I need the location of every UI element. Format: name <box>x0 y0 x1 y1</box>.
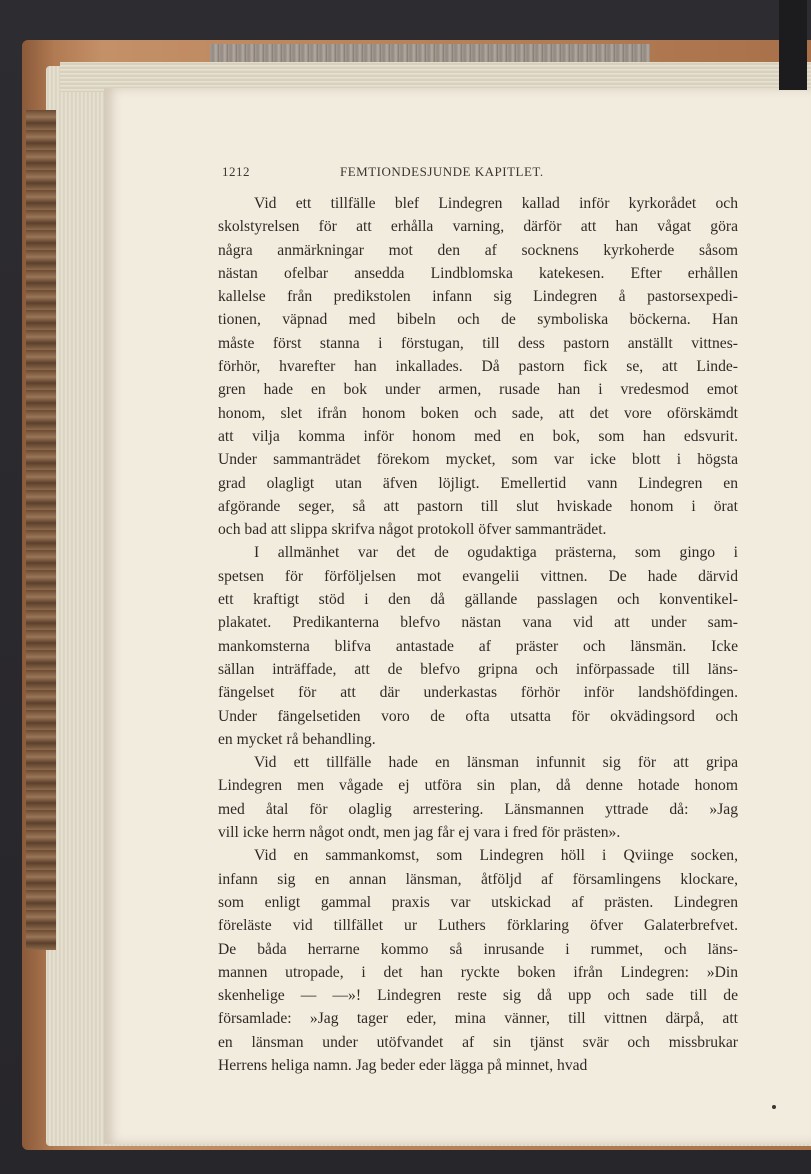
text-line: ett kraftigt stöd i den då gällande passlagen och konventikel- <box>218 591 738 609</box>
text-line: Vid ett tillfälle hade en länsman infunnit sig för att gripa <box>254 754 738 772</box>
paragraph <box>218 751 738 844</box>
text-line: Under fängelsetiden voro de ofta utsatta för okvädingsord och <box>218 707 738 725</box>
book-spine-edge <box>26 110 56 950</box>
text-line: mankomsterna blifva antastade af präster och länsmän. Icke <box>218 637 738 655</box>
text-line: måste först stanna i förstugan, till dess pastorn anställt vittnes- <box>218 334 738 352</box>
text-line: Under sammanträdet förekom mycket, som var icke blott i högsta <box>218 451 738 469</box>
text-line: nästan ofelbar ansedda Lindblomska katekesen. Efter erhållen <box>218 264 738 282</box>
text-line: infann sig en annan länsman, åtföljd af församlingens klockare, <box>218 870 738 888</box>
text-line: kallelse från predikstolen infann sig Lindegren å pastorsexpedi- <box>218 288 738 306</box>
text-line: en mycket rå behandling. <box>218 730 376 748</box>
text-line: förhör, hvarefter han inkallades. Då pastorn fick se, att Linde- <box>218 358 738 376</box>
text-line: och bad att slippa skrifva något protokoll öfver sammanträdet. <box>218 521 607 539</box>
text-line: spetsen för förföljelsen mot evangelii vittnen. De hade därvid <box>218 567 738 585</box>
text-line: föreläste vid tillfället ur Luthers förklaring öfver Galaterbrefvet. <box>218 917 738 935</box>
text-line: skolstyrelsen för att erhålla varning, därför att han vågat göra <box>218 218 738 236</box>
text-line: några anmärkningar mot den af socknens kyrkoherde såsom <box>218 241 738 259</box>
scan-corner-dark <box>779 0 807 90</box>
text-line: plakatet. Predikanterna blefvo nästan vana vid att under sam- <box>218 614 738 632</box>
text-line: De båda herrarne kommo så inrusande i rummet, och läns- <box>218 940 738 958</box>
text-line: honom, slet ifrån honom boken och sade, att det vore oförskämdt <box>218 404 738 422</box>
page-header <box>222 164 782 184</box>
text-line: gren hade en bok under armen, rusade han i vredesmod emot <box>218 381 738 399</box>
text-line: en länsman under utöfvandet af sin tjänst svär och missbrukar <box>218 1033 738 1051</box>
running-head: FEMTIONDESJUNDE KAPITLET. <box>340 164 544 179</box>
text-line: mannen utropade, i det han ryckte boken ifrån Lindegren: »Din <box>218 963 738 981</box>
text-line: Vid en sammankomst, som Lindegren höll i Qviinge socken, <box>254 847 738 865</box>
text-line: med åtal för olaglig arrestering. Länsmannen yttrade då: »Jag <box>218 800 738 818</box>
text-line: sällan inträffade, att de blefvo gripna och införpassade till läns- <box>218 660 738 678</box>
page-number: 1212 <box>222 164 250 179</box>
text-line: vill icke herrn något ondt, men jag får ej vara i fred för prästen». <box>218 824 621 842</box>
text-line: Lindegren men vågade ej utföra sin plan, då denne hotade honom <box>218 777 738 795</box>
text-line: afgörande seger, så att pastorn till slut hviskade honom i örat <box>218 497 738 515</box>
text-line: som enligt gammal praxis var utskickad af prästen. Lindegren <box>218 893 738 911</box>
text-line: I allmänhet var det de ogudaktiga prästerna, som gingo i <box>254 544 738 562</box>
text-line: Herrens heliga namn. Jag beder eder lägga på minnet, hvad <box>218 1056 588 1074</box>
text-line: församlade: »Jag tager eder, mina vänner, till vittnen därpå, att <box>218 1010 738 1028</box>
paragraph <box>218 541 738 751</box>
text-line: skenhelige — —»! Lindegren reste sig då upp och sade till de <box>218 987 738 1005</box>
paragraph <box>218 844 738 1077</box>
text-line: tionen, väpnad med bibeln och de symboliska böckerna. Han <box>218 311 738 329</box>
body-text <box>218 192 738 1077</box>
ink-speck <box>772 1105 776 1109</box>
text-line: grad olagligt utan äfven löjligt. Emellertid vann Lindegren en <box>218 474 738 492</box>
text-line: Vid ett tillfälle blef Lindegren kallad inför kyrkorådet och <box>254 195 738 212</box>
paragraph <box>218 192 738 541</box>
text-line: att vilja komma inför honom med en bok, som han edsvurit. <box>218 427 738 445</box>
text-line: fängelset för att där underkastas förhör inför landshöfdingen. <box>218 684 738 702</box>
